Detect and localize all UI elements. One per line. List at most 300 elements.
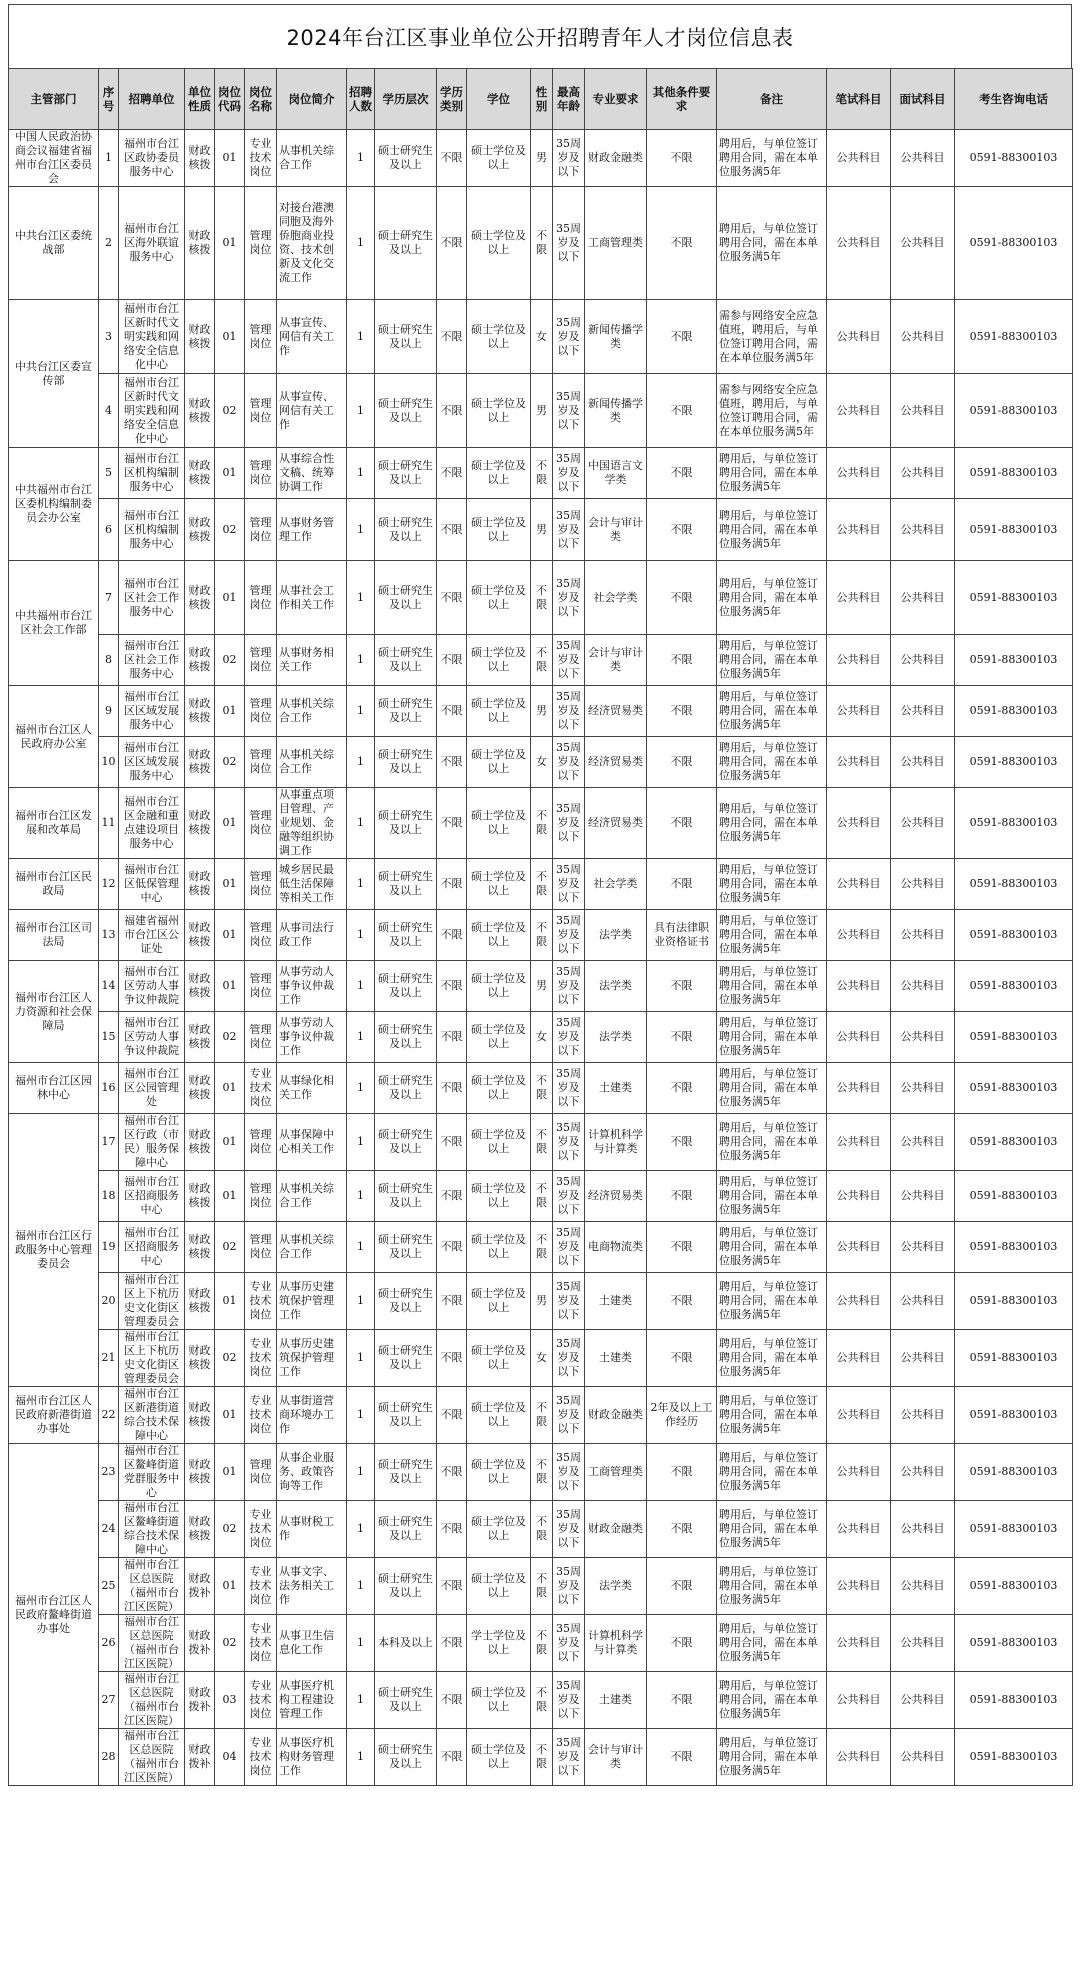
table-cell: 公共科目 bbox=[891, 300, 955, 374]
table-cell: 35周岁及以下 bbox=[553, 1222, 585, 1273]
table-cell: 硕士研究生及以上 bbox=[375, 1012, 437, 1063]
table-cell: 公共科目 bbox=[891, 448, 955, 499]
table-cell: 公共科目 bbox=[827, 1501, 891, 1558]
header-cell: 学历层次 bbox=[375, 69, 437, 130]
table-cell: 硕士学位及以上 bbox=[467, 1012, 531, 1063]
table-cell: 不限 bbox=[437, 561, 467, 635]
table-cell: 不限 bbox=[437, 130, 467, 187]
table-cell: 经济贸易类 bbox=[585, 788, 647, 859]
table-cell: 不限 bbox=[437, 1558, 467, 1615]
table-cell: 不限 bbox=[437, 1729, 467, 1786]
table-cell: 中共福州市台江区社会工作部 bbox=[9, 561, 99, 686]
table-cell: 财政核拨 bbox=[185, 961, 215, 1012]
table-cell: 不限 bbox=[437, 1501, 467, 1558]
table-cell: 土建类 bbox=[585, 1273, 647, 1330]
table-cell: 具有法律职业资格证书 bbox=[647, 910, 717, 961]
table-cell: 公共科目 bbox=[827, 374, 891, 448]
table-cell: 不限 bbox=[437, 1330, 467, 1387]
table-cell: 35周岁及以下 bbox=[553, 561, 585, 635]
table-cell: 01 bbox=[215, 859, 245, 910]
table-cell: 硕士学位及以上 bbox=[467, 1222, 531, 1273]
header-cell: 招聘单位 bbox=[119, 69, 185, 130]
table-cell: 12 bbox=[99, 859, 119, 910]
table-cell: 从事文字、法务相关工作 bbox=[277, 1558, 347, 1615]
table-cell: 男 bbox=[531, 686, 553, 737]
table-cell: 管理岗位 bbox=[245, 561, 277, 635]
table-cell: 公共科目 bbox=[891, 910, 955, 961]
table-row bbox=[9, 499, 1073, 561]
table-cell: 0591-88300103 bbox=[955, 1012, 1073, 1063]
table-cell: 不限 bbox=[437, 499, 467, 561]
table-cell: 城乡居民最低生活保障等相关工作 bbox=[277, 859, 347, 910]
table-cell: 0591-88300103 bbox=[955, 737, 1073, 788]
table-row bbox=[9, 1114, 1073, 1171]
table-cell: 聘用后，与单位签订聘用合同，需在本单位服务满5年 bbox=[717, 1114, 827, 1171]
table-cell: 19 bbox=[99, 1222, 119, 1273]
table-cell: 福州市台江区行政（市民）服务保障中心 bbox=[119, 1114, 185, 1171]
table-cell: 公共科目 bbox=[827, 1558, 891, 1615]
table-cell: 硕士研究生及以上 bbox=[375, 1558, 437, 1615]
table-cell: 0591-88300103 bbox=[955, 187, 1073, 300]
table-cell: 1 bbox=[347, 130, 375, 187]
table-cell: 不限 bbox=[531, 1114, 553, 1171]
header-cell: 学历类别 bbox=[437, 69, 467, 130]
table-cell: 8 bbox=[99, 635, 119, 686]
table-cell: 硕士学位及以上 bbox=[467, 1729, 531, 1786]
table-cell: 不限 bbox=[437, 448, 467, 499]
table-cell: 从事财税工作 bbox=[277, 1501, 347, 1558]
table-cell: 中共台江区委宣传部 bbox=[9, 300, 99, 448]
header-cell: 性别 bbox=[531, 69, 553, 130]
table-cell: 从事机关综合工作 bbox=[277, 130, 347, 187]
table-cell: 04 bbox=[215, 1729, 245, 1786]
table-cell: 财政核拨 bbox=[185, 737, 215, 788]
table-row bbox=[9, 686, 1073, 737]
table-cell: 不限 bbox=[531, 1558, 553, 1615]
table-cell: 财政核拨 bbox=[185, 300, 215, 374]
table-cell: 01 bbox=[215, 448, 245, 499]
table-row bbox=[9, 1501, 1073, 1558]
table-cell: 从事劳动人事争议仲裁工作 bbox=[277, 1012, 347, 1063]
table-cell: 35周岁及以下 bbox=[553, 961, 585, 1012]
table-cell: 男 bbox=[531, 961, 553, 1012]
table-cell: 硕士研究生及以上 bbox=[375, 374, 437, 448]
table-cell: 公共科目 bbox=[827, 1729, 891, 1786]
table-cell: 不限 bbox=[647, 635, 717, 686]
table-cell: 对接台港澳同胞及海外侨胞商业投资、技术创新及文化交流工作 bbox=[277, 187, 347, 300]
table-cell: 管理岗位 bbox=[245, 686, 277, 737]
table-cell: 02 bbox=[215, 499, 245, 561]
table-cell: 财政金融类 bbox=[585, 130, 647, 187]
table-cell: 财政核拨 bbox=[185, 499, 215, 561]
table-cell: 福州市台江区劳动人事争议仲裁院 bbox=[119, 961, 185, 1012]
table-cell: 聘用后，与单位签订聘用合同，需在本单位服务满5年 bbox=[717, 1063, 827, 1114]
table-cell: 公共科目 bbox=[827, 1330, 891, 1387]
table-cell: 不限 bbox=[647, 1012, 717, 1063]
table-cell: 不限 bbox=[437, 686, 467, 737]
table-cell: 01 bbox=[215, 1273, 245, 1330]
table-cell: 经济贸易类 bbox=[585, 686, 647, 737]
table-cell: 福州市台江区海外联谊服务中心 bbox=[119, 187, 185, 300]
table-cell: 聘用后，与单位签订聘用合同，需在本单位服务满5年 bbox=[717, 1501, 827, 1558]
table-cell: 不限 bbox=[647, 686, 717, 737]
table-cell: 电商物流类 bbox=[585, 1222, 647, 1273]
table-cell: 聘用后，与单位签订聘用合同，需在本单位服务满5年 bbox=[717, 1672, 827, 1729]
table-cell: 35周岁及以下 bbox=[553, 1558, 585, 1615]
table-cell: 计算机科学与计算类 bbox=[585, 1615, 647, 1672]
table-cell: 土建类 bbox=[585, 1672, 647, 1729]
table-cell: 02 bbox=[215, 1501, 245, 1558]
table-cell: 社会学类 bbox=[585, 859, 647, 910]
table-cell: 硕士研究生及以上 bbox=[375, 187, 437, 300]
table-cell: 聘用后，与单位签订聘用合同，需在本单位服务满5年 bbox=[717, 1273, 827, 1330]
table-cell: 27 bbox=[99, 1672, 119, 1729]
table-cell: 0591-88300103 bbox=[955, 1273, 1073, 1330]
table-cell: 男 bbox=[531, 499, 553, 561]
table-cell: 管理岗位 bbox=[245, 1444, 277, 1501]
table-cell: 财政拨补 bbox=[185, 1672, 215, 1729]
table-cell: 不限 bbox=[531, 1672, 553, 1729]
table-cell: 公共科目 bbox=[891, 1063, 955, 1114]
table-cell: 不限 bbox=[647, 1729, 717, 1786]
table-cell: 不限 bbox=[647, 187, 717, 300]
table-cell: 01 bbox=[215, 130, 245, 187]
table-cell: 不限 bbox=[531, 1501, 553, 1558]
table-cell: 财政核拨 bbox=[185, 1273, 215, 1330]
table-row bbox=[9, 1273, 1073, 1330]
table-cell: 1 bbox=[347, 910, 375, 961]
table-cell: 35周岁及以下 bbox=[553, 187, 585, 300]
table-cell: 聘用后，与单位签订聘用合同，需在本单位服务满5年 bbox=[717, 1330, 827, 1387]
table-cell: 1 bbox=[347, 1558, 375, 1615]
table-cell: 不限 bbox=[531, 1387, 553, 1444]
table-cell: 福州市台江区社会工作服务中心 bbox=[119, 561, 185, 635]
table-cell: 35周岁及以下 bbox=[553, 1387, 585, 1444]
table-cell: 35周岁及以下 bbox=[553, 737, 585, 788]
table-cell: 中共福州市台江区委机构编制委员会办公室 bbox=[9, 448, 99, 561]
table-cell: 3 bbox=[99, 300, 119, 374]
table-cell: 公共科目 bbox=[891, 1171, 955, 1222]
table-cell: 14 bbox=[99, 961, 119, 1012]
table-cell: 1 bbox=[347, 374, 375, 448]
table-cell: 福州市台江区鳌峰街道党群服务中心 bbox=[119, 1444, 185, 1501]
table-cell: 财政核拨 bbox=[185, 130, 215, 187]
table-cell: 福州市台江区总医院（福州市台江区医院） bbox=[119, 1558, 185, 1615]
table-cell: 福州市台江区低保管理中心 bbox=[119, 859, 185, 910]
table-cell: 福州市台江区总医院（福州市台江区医院） bbox=[119, 1729, 185, 1786]
table-cell: 硕士学位及以上 bbox=[467, 561, 531, 635]
table-cell: 福州市台江区劳动人事争议仲裁院 bbox=[119, 1012, 185, 1063]
table-cell: 福州市台江区鳌峰街道综合技术保障中心 bbox=[119, 1501, 185, 1558]
table-cell: 法学类 bbox=[585, 1558, 647, 1615]
table-cell: 法学类 bbox=[585, 1012, 647, 1063]
table-cell: 聘用后，与单位签订聘用合同，需在本单位服务满5年 bbox=[717, 910, 827, 961]
table-cell: 35周岁及以下 bbox=[553, 1012, 585, 1063]
table-cell: 硕士研究生及以上 bbox=[375, 1222, 437, 1273]
table-cell: 不限 bbox=[647, 300, 717, 374]
table-cell: 硕士研究生及以上 bbox=[375, 448, 437, 499]
table-cell: 从事财务管理工作 bbox=[277, 499, 347, 561]
table-cell: 0591-88300103 bbox=[955, 1063, 1073, 1114]
table-cell: 公共科目 bbox=[827, 561, 891, 635]
table-cell: 不限 bbox=[647, 130, 717, 187]
table-cell: 0591-88300103 bbox=[955, 1387, 1073, 1444]
table-cell: 聘用后，与单位签订聘用合同，需在本单位服务满5年 bbox=[717, 1222, 827, 1273]
table-cell: 聘用后，与单位签订聘用合同，需在本单位服务满5年 bbox=[717, 686, 827, 737]
table-cell: 硕士学位及以上 bbox=[467, 1273, 531, 1330]
table-cell: 不限 bbox=[647, 1672, 717, 1729]
table-cell: 专业技术岗位 bbox=[245, 1615, 277, 1672]
table-cell: 聘用后，与单位签订聘用合同，需在本单位服务满5年 bbox=[717, 1171, 827, 1222]
table-cell: 财政核拨 bbox=[185, 1171, 215, 1222]
table-cell: 财政核拨 bbox=[185, 1387, 215, 1444]
table-cell: 从事机关综合工作 bbox=[277, 1171, 347, 1222]
table-cell: 男 bbox=[531, 130, 553, 187]
table-cell: 公共科目 bbox=[827, 499, 891, 561]
table-cell: 聘用后，与单位签订聘用合同，需在本单位服务满5年 bbox=[717, 961, 827, 1012]
table-cell: 不限 bbox=[531, 1615, 553, 1672]
table-cell: 从事街道营商环境办工作 bbox=[277, 1387, 347, 1444]
table-cell: 0591-88300103 bbox=[955, 499, 1073, 561]
table-cell: 公共科目 bbox=[891, 961, 955, 1012]
table-cell: 1 bbox=[347, 1171, 375, 1222]
table-cell: 02 bbox=[215, 1222, 245, 1273]
table-cell: 不限 bbox=[531, 910, 553, 961]
table-cell: 不限 bbox=[647, 1222, 717, 1273]
table-cell: 01 bbox=[215, 1171, 245, 1222]
table-row bbox=[9, 374, 1073, 448]
table-row bbox=[9, 788, 1073, 859]
table-cell: 1 bbox=[347, 448, 375, 499]
table-cell: 01 bbox=[215, 961, 245, 1012]
document-title: 2024年台江区事业单位公开招聘青年人才岗位信息表 bbox=[8, 4, 1072, 68]
table-cell: 聘用后，与单位签订聘用合同，需在本单位服务满5年 bbox=[717, 737, 827, 788]
table-cell: 公共科目 bbox=[827, 1672, 891, 1729]
header-cell: 笔试科目 bbox=[827, 69, 891, 130]
table-cell: 硕士研究生及以上 bbox=[375, 1672, 437, 1729]
header-cell: 面试科目 bbox=[891, 69, 955, 130]
table-cell: 硕士学位及以上 bbox=[467, 499, 531, 561]
table-cell: 法学类 bbox=[585, 961, 647, 1012]
table-row bbox=[9, 1672, 1073, 1729]
table-cell: 13 bbox=[99, 910, 119, 961]
table-cell: 公共科目 bbox=[891, 1114, 955, 1171]
table-cell: 不限 bbox=[647, 1273, 717, 1330]
table-cell: 专业技术岗位 bbox=[245, 1672, 277, 1729]
table-cell: 公共科目 bbox=[827, 130, 891, 187]
table-cell: 15 bbox=[99, 1012, 119, 1063]
table-row bbox=[9, 1222, 1073, 1273]
table-row bbox=[9, 1171, 1073, 1222]
table-cell: 17 bbox=[99, 1114, 119, 1171]
table-cell: 财政核拨 bbox=[185, 1444, 215, 1501]
table-cell: 管理岗位 bbox=[245, 499, 277, 561]
table-cell: 硕士研究生及以上 bbox=[375, 961, 437, 1012]
table-cell: 男 bbox=[531, 374, 553, 448]
table-cell: 1 bbox=[347, 1063, 375, 1114]
table-cell: 不限 bbox=[647, 961, 717, 1012]
table-cell: 01 bbox=[215, 1558, 245, 1615]
table-cell: 21 bbox=[99, 1330, 119, 1387]
table-cell: 工商管理类 bbox=[585, 1444, 647, 1501]
table-cell: 管理岗位 bbox=[245, 300, 277, 374]
table-cell: 不限 bbox=[437, 1615, 467, 1672]
table-cell: 22 bbox=[99, 1387, 119, 1444]
table-cell: 硕士研究生及以上 bbox=[375, 1171, 437, 1222]
table-cell: 公共科目 bbox=[891, 686, 955, 737]
table-cell: 0591-88300103 bbox=[955, 859, 1073, 910]
table-cell: 35周岁及以下 bbox=[553, 1273, 585, 1330]
table-cell: 硕士学位及以上 bbox=[467, 187, 531, 300]
table-cell: 01 bbox=[215, 788, 245, 859]
table-cell: 35周岁及以下 bbox=[553, 448, 585, 499]
table-cell: 01 bbox=[215, 686, 245, 737]
table-cell: 公共科目 bbox=[827, 859, 891, 910]
table-row bbox=[9, 561, 1073, 635]
table-cell: 硕士研究生及以上 bbox=[375, 561, 437, 635]
table-cell: 0591-88300103 bbox=[955, 1171, 1073, 1222]
table-cell: 硕士研究生及以上 bbox=[375, 686, 437, 737]
table-cell: 财政核拨 bbox=[185, 686, 215, 737]
table-cell: 硕士学位及以上 bbox=[467, 737, 531, 788]
table-cell: 福州市台江区人民政府办公室 bbox=[9, 686, 99, 788]
table-cell: 福州市台江区公园管理处 bbox=[119, 1063, 185, 1114]
table-cell: 01 bbox=[215, 1063, 245, 1114]
table-cell: 1 bbox=[347, 300, 375, 374]
table-cell: 公共科目 bbox=[891, 788, 955, 859]
table-row bbox=[9, 635, 1073, 686]
table-cell: 1 bbox=[347, 561, 375, 635]
table-cell: 9 bbox=[99, 686, 119, 737]
table-cell: 35周岁及以下 bbox=[553, 1615, 585, 1672]
table-cell: 不限 bbox=[531, 448, 553, 499]
table-cell: 公共科目 bbox=[891, 1615, 955, 1672]
table-cell: 不限 bbox=[531, 1729, 553, 1786]
table-cell: 公共科目 bbox=[827, 448, 891, 499]
table-cell: 会计与审计类 bbox=[585, 635, 647, 686]
table-cell: 不限 bbox=[437, 737, 467, 788]
table-cell: 硕士学位及以上 bbox=[467, 130, 531, 187]
table-cell: 0591-88300103 bbox=[955, 961, 1073, 1012]
table-cell: 硕士学位及以上 bbox=[467, 686, 531, 737]
table-cell: 0591-88300103 bbox=[955, 448, 1073, 499]
table-cell: 聘用后，与单位签订聘用合同，需在本单位服务满5年 bbox=[717, 130, 827, 187]
table-cell: 专业技术岗位 bbox=[245, 1729, 277, 1786]
table-cell: 公共科目 bbox=[827, 1012, 891, 1063]
table-cell: 0591-88300103 bbox=[955, 374, 1073, 448]
table-cell: 硕士研究生及以上 bbox=[375, 859, 437, 910]
table-cell: 硕士研究生及以上 bbox=[375, 1330, 437, 1387]
table-cell: 从事卫生信息化工作 bbox=[277, 1615, 347, 1672]
table-cell: 公共科目 bbox=[827, 961, 891, 1012]
table-cell: 财政金融类 bbox=[585, 1387, 647, 1444]
table-cell: 硕士研究生及以上 bbox=[375, 1387, 437, 1444]
table-cell: 不限 bbox=[437, 1114, 467, 1171]
table-cell: 财政核拨 bbox=[185, 635, 215, 686]
table-cell: 聘用后，与单位签订聘用合同，需在本单位服务满5年 bbox=[717, 448, 827, 499]
table-cell: 公共科目 bbox=[891, 1501, 955, 1558]
table-cell: 管理岗位 bbox=[245, 910, 277, 961]
table-cell: 从事企业服务、政策咨询等工作 bbox=[277, 1444, 347, 1501]
table-cell: 硕士学位及以上 bbox=[467, 1387, 531, 1444]
table-cell: 0591-88300103 bbox=[955, 300, 1073, 374]
table-cell: 0591-88300103 bbox=[955, 635, 1073, 686]
table-cell: 聘用后，与单位签订聘用合同，需在本单位服务满5年 bbox=[717, 1012, 827, 1063]
table-cell: 硕士学位及以上 bbox=[467, 1558, 531, 1615]
table-cell: 不限 bbox=[437, 1063, 467, 1114]
table-cell: 硕士学位及以上 bbox=[467, 961, 531, 1012]
table-cell: 不限 bbox=[437, 1222, 467, 1273]
table-cell: 专业技术岗位 bbox=[245, 1501, 277, 1558]
table-cell: 中国语言文学类 bbox=[585, 448, 647, 499]
table-cell: 不限 bbox=[437, 1273, 467, 1330]
table-cell: 不限 bbox=[531, 1063, 553, 1114]
table-cell: 公共科目 bbox=[827, 1222, 891, 1273]
table-cell: 公共科目 bbox=[891, 1012, 955, 1063]
table-cell: 从事综合性文稿、统筹协调工作 bbox=[277, 448, 347, 499]
table-cell: 福州市台江区社会工作服务中心 bbox=[119, 635, 185, 686]
table-cell: 2年及以上工作经历 bbox=[647, 1387, 717, 1444]
table-cell: 0591-88300103 bbox=[955, 1114, 1073, 1171]
header-cell: 备注 bbox=[717, 69, 827, 130]
table-row bbox=[9, 1387, 1073, 1444]
table-cell: 不限 bbox=[647, 1444, 717, 1501]
table-cell: 从事历史建筑保护管理工作 bbox=[277, 1273, 347, 1330]
table-cell: 硕士学位及以上 bbox=[467, 374, 531, 448]
table-row bbox=[9, 300, 1073, 374]
table-cell: 福州市台江区上下杭历史文化街区管理委员会 bbox=[119, 1330, 185, 1387]
table-cell: 1 bbox=[347, 1222, 375, 1273]
table-cell: 财政核拨 bbox=[185, 1330, 215, 1387]
table-cell: 0591-88300103 bbox=[955, 910, 1073, 961]
table-cell: 女 bbox=[531, 1330, 553, 1387]
table-cell: 聘用后，与单位签订聘用合同，需在本单位服务满5年 bbox=[717, 1444, 827, 1501]
table-cell: 福州市台江区政协委员服务中心 bbox=[119, 130, 185, 187]
table-row bbox=[9, 961, 1073, 1012]
table-cell: 公共科目 bbox=[827, 788, 891, 859]
table-cell: 财政核拨 bbox=[185, 448, 215, 499]
table-cell: 福州市台江区机构编制服务中心 bbox=[119, 499, 185, 561]
table-cell: 聘用后，与单位签订聘用合同，需在本单位服务满5年 bbox=[717, 187, 827, 300]
table-cell: 硕士研究生及以上 bbox=[375, 737, 437, 788]
table-cell: 1 bbox=[347, 1273, 375, 1330]
table-cell: 聘用后，与单位签订聘用合同，需在本单位服务满5年 bbox=[717, 1387, 827, 1444]
table-body bbox=[9, 130, 1073, 1786]
table-cell: 不限 bbox=[531, 635, 553, 686]
table-cell: 2 bbox=[99, 187, 119, 300]
table-cell: 28 bbox=[99, 1729, 119, 1786]
table-cell: 公共科目 bbox=[827, 737, 891, 788]
table-cell: 35周岁及以下 bbox=[553, 859, 585, 910]
table-cell: 不限 bbox=[531, 187, 553, 300]
table-cell: 硕士研究生及以上 bbox=[375, 300, 437, 374]
table-cell: 福州市台江区新时代文明实践和网络安全信息化中心 bbox=[119, 300, 185, 374]
header-cell: 岗位代码 bbox=[215, 69, 245, 130]
table-cell: 0591-88300103 bbox=[955, 561, 1073, 635]
table-cell: 1 bbox=[347, 859, 375, 910]
table-cell: 公共科目 bbox=[827, 300, 891, 374]
table-cell: 公共科目 bbox=[891, 737, 955, 788]
table-cell: 从事保障中心相关工作 bbox=[277, 1114, 347, 1171]
table-cell: 不限 bbox=[437, 187, 467, 300]
table-cell: 福州市台江区民政局 bbox=[9, 859, 99, 910]
table-cell: 财政核拨 bbox=[185, 788, 215, 859]
table-cell: 土建类 bbox=[585, 1330, 647, 1387]
table-cell: 硕士研究生及以上 bbox=[375, 1273, 437, 1330]
table-cell: 专业技术岗位 bbox=[245, 1330, 277, 1387]
header-cell: 主管部门 bbox=[9, 69, 99, 130]
header-cell: 考生咨询电话 bbox=[955, 69, 1073, 130]
